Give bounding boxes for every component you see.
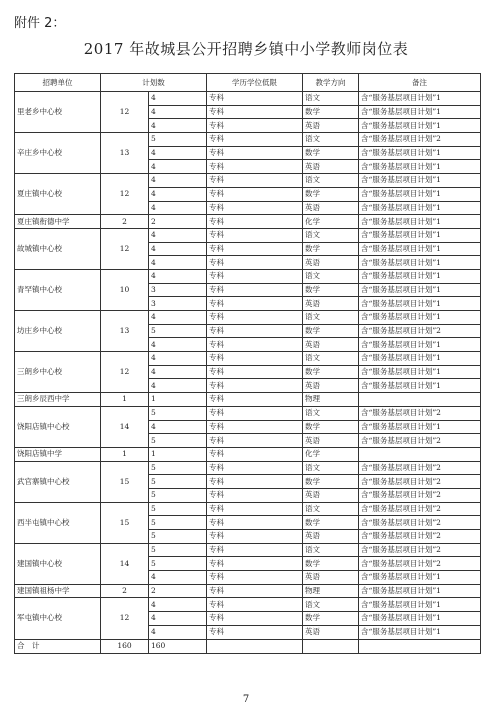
table-row — [15, 461, 481, 475]
table-body — [15, 92, 481, 654]
subject-cell: 英语 — [303, 571, 359, 585]
subject-cell: 数学 — [303, 365, 359, 379]
subject-cell: 数学 — [303, 187, 359, 201]
plan-cell: 4 — [149, 201, 207, 215]
edu-cell: 专科 — [207, 283, 303, 297]
subject-cell: 物理 — [303, 393, 359, 407]
subject-cell: 语文 — [303, 352, 359, 366]
subject-cell: 英语 — [303, 160, 359, 174]
plan-cell: 4 — [149, 365, 207, 379]
unit-cell: 饶阳店镇中学 — [15, 447, 101, 461]
plan-cell: 3 — [149, 297, 207, 311]
note-cell: 含“服务基层项目计划”1 — [359, 215, 481, 229]
note-cell: 含“服务基层项目计划”1 — [359, 297, 481, 311]
note-cell: 含“服务基层项目计划”1 — [359, 311, 481, 325]
header-note: 备注 — [359, 74, 481, 92]
header-edu: 学历学位低限 — [207, 74, 303, 92]
note-cell: 含“服务基层项目计划”1 — [359, 269, 481, 283]
note-cell: 含“服务基层项目计划”2 — [359, 502, 481, 516]
edu-cell: 专科 — [207, 475, 303, 489]
subject-cell: 语文 — [303, 228, 359, 242]
plan-cell: 1 — [149, 393, 207, 407]
note-cell: 含“服务基层项目计划”1 — [359, 187, 481, 201]
subject-cell: 英语 — [303, 379, 359, 393]
header-plan: 计划数 — [101, 74, 207, 92]
subject-cell: 语文 — [303, 92, 359, 106]
plan-total-cell: 12 — [101, 352, 149, 393]
edu-cell: 专科 — [207, 269, 303, 283]
unit-cell: 饶阳店镇中心校 — [15, 406, 101, 447]
subject-cell: 数学 — [303, 420, 359, 434]
note-cell: 含“服务基层项目计划”1 — [359, 160, 481, 174]
subject-cell: 语文 — [303, 461, 359, 475]
note-cell: 含“服务基层项目计划”2 — [359, 475, 481, 489]
table-row — [15, 228, 481, 242]
subject-cell: 英语 — [303, 119, 359, 133]
note-cell: 含“服务基层项目计划”1 — [359, 612, 481, 626]
edu-cell: 专科 — [207, 242, 303, 256]
plan-total-cell: 12 — [101, 598, 149, 639]
note-cell: 含“服务基层项目计划”2 — [359, 434, 481, 448]
note-cell: 含“服务基层项目计划”1 — [359, 92, 481, 106]
plan-cell: 4 — [149, 379, 207, 393]
table-row — [15, 406, 481, 420]
table-row — [15, 598, 481, 612]
total-plan-cell: 160 — [149, 639, 207, 653]
note-cell: 含“服务基层项目计划”1 — [359, 420, 481, 434]
plan-total-cell: 13 — [101, 311, 149, 352]
note-cell: 含“服务基层项目计划”1 — [359, 598, 481, 612]
subject-cell: 语文 — [303, 311, 359, 325]
note-cell: 含“服务基层项目计划”2 — [359, 530, 481, 544]
edu-cell: 专科 — [207, 338, 303, 352]
plan-cell: 4 — [149, 598, 207, 612]
unit-cell: 三朗乡中心校 — [15, 352, 101, 393]
unit-cell: 故城镇中心校 — [15, 228, 101, 269]
edu-cell: 专科 — [207, 146, 303, 160]
plan-cell: 4 — [149, 160, 207, 174]
note-cell: 含“服务基层项目计划”2 — [359, 406, 481, 420]
edu-cell: 专科 — [207, 571, 303, 585]
note-cell: 含“服务基层项目计划”2 — [359, 488, 481, 502]
note-cell: 含“服务基层项目计划”1 — [359, 338, 481, 352]
attachment-label: 附件 2： — [14, 16, 66, 31]
edu-cell: 专科 — [207, 92, 303, 106]
subject-cell: 英语 — [303, 434, 359, 448]
plan-cell: 4 — [149, 612, 207, 626]
subject-cell: 数学 — [303, 475, 359, 489]
note-cell — [359, 447, 481, 461]
note-cell: 含“服务基层项目计划”1 — [359, 256, 481, 270]
edu-cell: 专科 — [207, 174, 303, 188]
page-title: 2017 年故城县公开招聘乡镇中小学教师岗位表 — [83, 40, 409, 58]
plan-total-cell: 14 — [101, 543, 149, 584]
edu-cell: 专科 — [207, 461, 303, 475]
unit-cell: 辛庄乡中心校 — [15, 133, 101, 174]
unit-cell: 西半屯镇中心校 — [15, 502, 101, 543]
note-cell: 含“服务基层项目计划”1 — [359, 571, 481, 585]
unit-cell: 军屯镇中心校 — [15, 598, 101, 639]
plan-cell: 4 — [149, 146, 207, 160]
plan-cell: 4 — [149, 269, 207, 283]
unit-cell: 三朗乡辰西中学 — [15, 393, 101, 407]
subject-cell: 英语 — [303, 201, 359, 215]
subject-cell: 数学 — [303, 105, 359, 119]
table-row — [15, 352, 481, 366]
subject-cell: 语文 — [303, 269, 359, 283]
edu-cell: 专科 — [207, 352, 303, 366]
plan-cell: 4 — [149, 187, 207, 201]
plan-cell: 5 — [149, 475, 207, 489]
plan-total-cell: 12 — [101, 228, 149, 269]
subject-cell: 语文 — [303, 406, 359, 420]
plan-cell: 4 — [149, 352, 207, 366]
unit-cell: 夏庄镇衔德中学 — [15, 215, 101, 229]
plan-cell: 5 — [149, 406, 207, 420]
plan-cell: 4 — [149, 105, 207, 119]
edu-cell: 专科 — [207, 502, 303, 516]
edu-cell: 专科 — [207, 584, 303, 598]
table-row — [15, 502, 481, 516]
table-row — [15, 447, 481, 461]
edu-cell: 专科 — [207, 420, 303, 434]
plan-cell: 5 — [149, 530, 207, 544]
plan-cell: 4 — [149, 242, 207, 256]
plan-total-cell: 15 — [101, 502, 149, 543]
plan-cell: 5 — [149, 434, 207, 448]
plan-cell: 5 — [149, 557, 207, 571]
edu-cell: 专科 — [207, 447, 303, 461]
subject-cell: 数学 — [303, 146, 359, 160]
edu-cell: 专科 — [207, 543, 303, 557]
note-cell: 含“服务基层项目计划”2 — [359, 543, 481, 557]
edu-cell: 专科 — [207, 598, 303, 612]
unit-cell: 里老乡中心校 — [15, 92, 101, 133]
plan-cell: 4 — [149, 174, 207, 188]
plan-cell: 4 — [149, 256, 207, 270]
edu-cell: 专科 — [207, 311, 303, 325]
plan-cell: 5 — [149, 516, 207, 530]
table-row — [15, 311, 481, 325]
plan-cell: 4 — [149, 625, 207, 639]
plan-total-cell: 1 — [101, 393, 149, 407]
subject-cell: 数学 — [303, 557, 359, 571]
note-cell: 含“服务基层项目计划”1 — [359, 119, 481, 133]
plan-total-cell: 10 — [101, 269, 149, 310]
empty-cell — [359, 639, 481, 653]
edu-cell: 专科 — [207, 187, 303, 201]
unit-cell: 坊庄乡中心校 — [15, 311, 101, 352]
edu-cell: 专科 — [207, 324, 303, 338]
edu-cell: 专科 — [207, 365, 303, 379]
subject-cell: 数学 — [303, 283, 359, 297]
plan-cell: 4 — [149, 311, 207, 325]
plan-cell: 4 — [149, 571, 207, 585]
plan-cell: 5 — [149, 543, 207, 557]
note-cell: 含“服务基层项目计划”2 — [359, 557, 481, 571]
subject-cell: 数学 — [303, 516, 359, 530]
subject-cell: 物理 — [303, 584, 359, 598]
plan-total-cell: 14 — [101, 406, 149, 447]
unit-cell: 建国镇祖杨中学 — [15, 584, 101, 598]
note-cell: 含“服务基层项目计划”1 — [359, 228, 481, 242]
plan-total-cell: 1 — [101, 447, 149, 461]
table-row — [15, 269, 481, 283]
edu-cell: 专科 — [207, 119, 303, 133]
job-positions-table — [14, 73, 481, 654]
table-row — [15, 393, 481, 407]
subject-cell: 英语 — [303, 488, 359, 502]
plan-cell: 5 — [149, 324, 207, 338]
plan-total-cell: 12 — [101, 92, 149, 133]
note-cell: 含“服务基层项目计划”1 — [359, 201, 481, 215]
plan-cell: 5 — [149, 133, 207, 147]
plan-total-cell: 2 — [101, 215, 149, 229]
plan-cell: 3 — [149, 283, 207, 297]
subject-cell: 数学 — [303, 242, 359, 256]
edu-cell: 专科 — [207, 488, 303, 502]
note-cell: 含“服务基层项目计划”2 — [359, 324, 481, 338]
edu-cell: 专科 — [207, 434, 303, 448]
subject-cell: 化学 — [303, 215, 359, 229]
note-cell: 含“服务基层项目计划”1 — [359, 283, 481, 297]
note-cell — [359, 393, 481, 407]
note-cell: 含“服务基层项目计划”1 — [359, 174, 481, 188]
note-cell: 含“服务基层项目计划”1 — [359, 379, 481, 393]
plan-cell: 4 — [149, 92, 207, 106]
table-row — [15, 543, 481, 557]
edu-cell: 专科 — [207, 160, 303, 174]
plan-cell: 4 — [149, 228, 207, 242]
edu-cell: 专科 — [207, 228, 303, 242]
edu-cell: 专科 — [207, 297, 303, 311]
empty-cell — [207, 639, 303, 653]
subject-cell: 英语 — [303, 256, 359, 270]
plan-cell: 5 — [149, 461, 207, 475]
plan-cell: 4 — [149, 420, 207, 434]
table-header-row — [15, 74, 481, 92]
page-number: 7 — [242, 694, 250, 705]
plan-cell: 2 — [149, 584, 207, 598]
subject-cell: 语文 — [303, 543, 359, 557]
note-cell: 含“服务基层项目计划”2 — [359, 133, 481, 147]
subject-cell: 语文 — [303, 174, 359, 188]
note-cell: 含“服务基层项目计划”1 — [359, 625, 481, 639]
edu-cell: 专科 — [207, 133, 303, 147]
plan-cell: 4 — [149, 338, 207, 352]
edu-cell: 专科 — [207, 215, 303, 229]
note-cell: 含“服务基层项目计划”2 — [359, 516, 481, 530]
edu-cell: 专科 — [207, 406, 303, 420]
edu-cell: 专科 — [207, 516, 303, 530]
subject-cell: 英语 — [303, 530, 359, 544]
table-row — [15, 584, 481, 598]
subject-cell: 化学 — [303, 447, 359, 461]
edu-cell: 专科 — [207, 379, 303, 393]
subject-cell: 数学 — [303, 612, 359, 626]
table-row — [15, 133, 481, 147]
unit-cell: 武官寨镇中心校 — [15, 461, 101, 502]
edu-cell: 专科 — [207, 557, 303, 571]
edu-cell: 专科 — [207, 105, 303, 119]
table-row — [15, 174, 481, 188]
edu-cell: 专科 — [207, 612, 303, 626]
note-cell: 含“服务基层项目计划”1 — [359, 146, 481, 160]
edu-cell: 专科 — [207, 256, 303, 270]
subject-cell: 英语 — [303, 297, 359, 311]
table-row — [15, 215, 481, 229]
header-subject: 教学方向 — [303, 74, 359, 92]
plan-total-cell: 12 — [101, 174, 149, 215]
note-cell: 含“服务基层项目计划”1 — [359, 105, 481, 119]
subject-cell: 英语 — [303, 338, 359, 352]
plan-total-cell: 13 — [101, 133, 149, 174]
unit-cell: 青罕镇中心校 — [15, 269, 101, 310]
note-cell: 含“服务基层项目计划”1 — [359, 242, 481, 256]
empty-cell — [303, 639, 359, 653]
subject-cell: 数学 — [303, 324, 359, 338]
plan-cell: 4 — [149, 119, 207, 133]
edu-cell: 专科 — [207, 625, 303, 639]
subject-cell: 语文 — [303, 133, 359, 147]
note-cell: 含“服务基层项目计划”1 — [359, 365, 481, 379]
plan-total-cell: 15 — [101, 461, 149, 502]
edu-cell: 专科 — [207, 530, 303, 544]
subject-cell: 语文 — [303, 502, 359, 516]
unit-cell: 建国镇中心校 — [15, 543, 101, 584]
plan-cell: 5 — [149, 488, 207, 502]
subject-cell: 英语 — [303, 625, 359, 639]
plan-total-cell: 2 — [101, 584, 149, 598]
subject-cell: 语文 — [303, 598, 359, 612]
table-row — [15, 92, 481, 106]
unit-cell: 夏庄镇中心校 — [15, 174, 101, 215]
plan-cell: 1 — [149, 447, 207, 461]
total-label-cell: 合 计 — [15, 639, 101, 653]
note-cell: 含“服务基层项目计划”2 — [359, 461, 481, 475]
header-unit: 招聘单位 — [15, 74, 101, 92]
note-cell: 含“服务基层项目计划”1 — [359, 584, 481, 598]
edu-cell: 专科 — [207, 393, 303, 407]
note-cell: 含“服务基层项目计划”1 — [359, 352, 481, 366]
total-count-cell: 160 — [101, 639, 149, 653]
plan-cell: 5 — [149, 502, 207, 516]
plan-cell: 2 — [149, 215, 207, 229]
total-row — [15, 639, 481, 653]
edu-cell: 专科 — [207, 201, 303, 215]
